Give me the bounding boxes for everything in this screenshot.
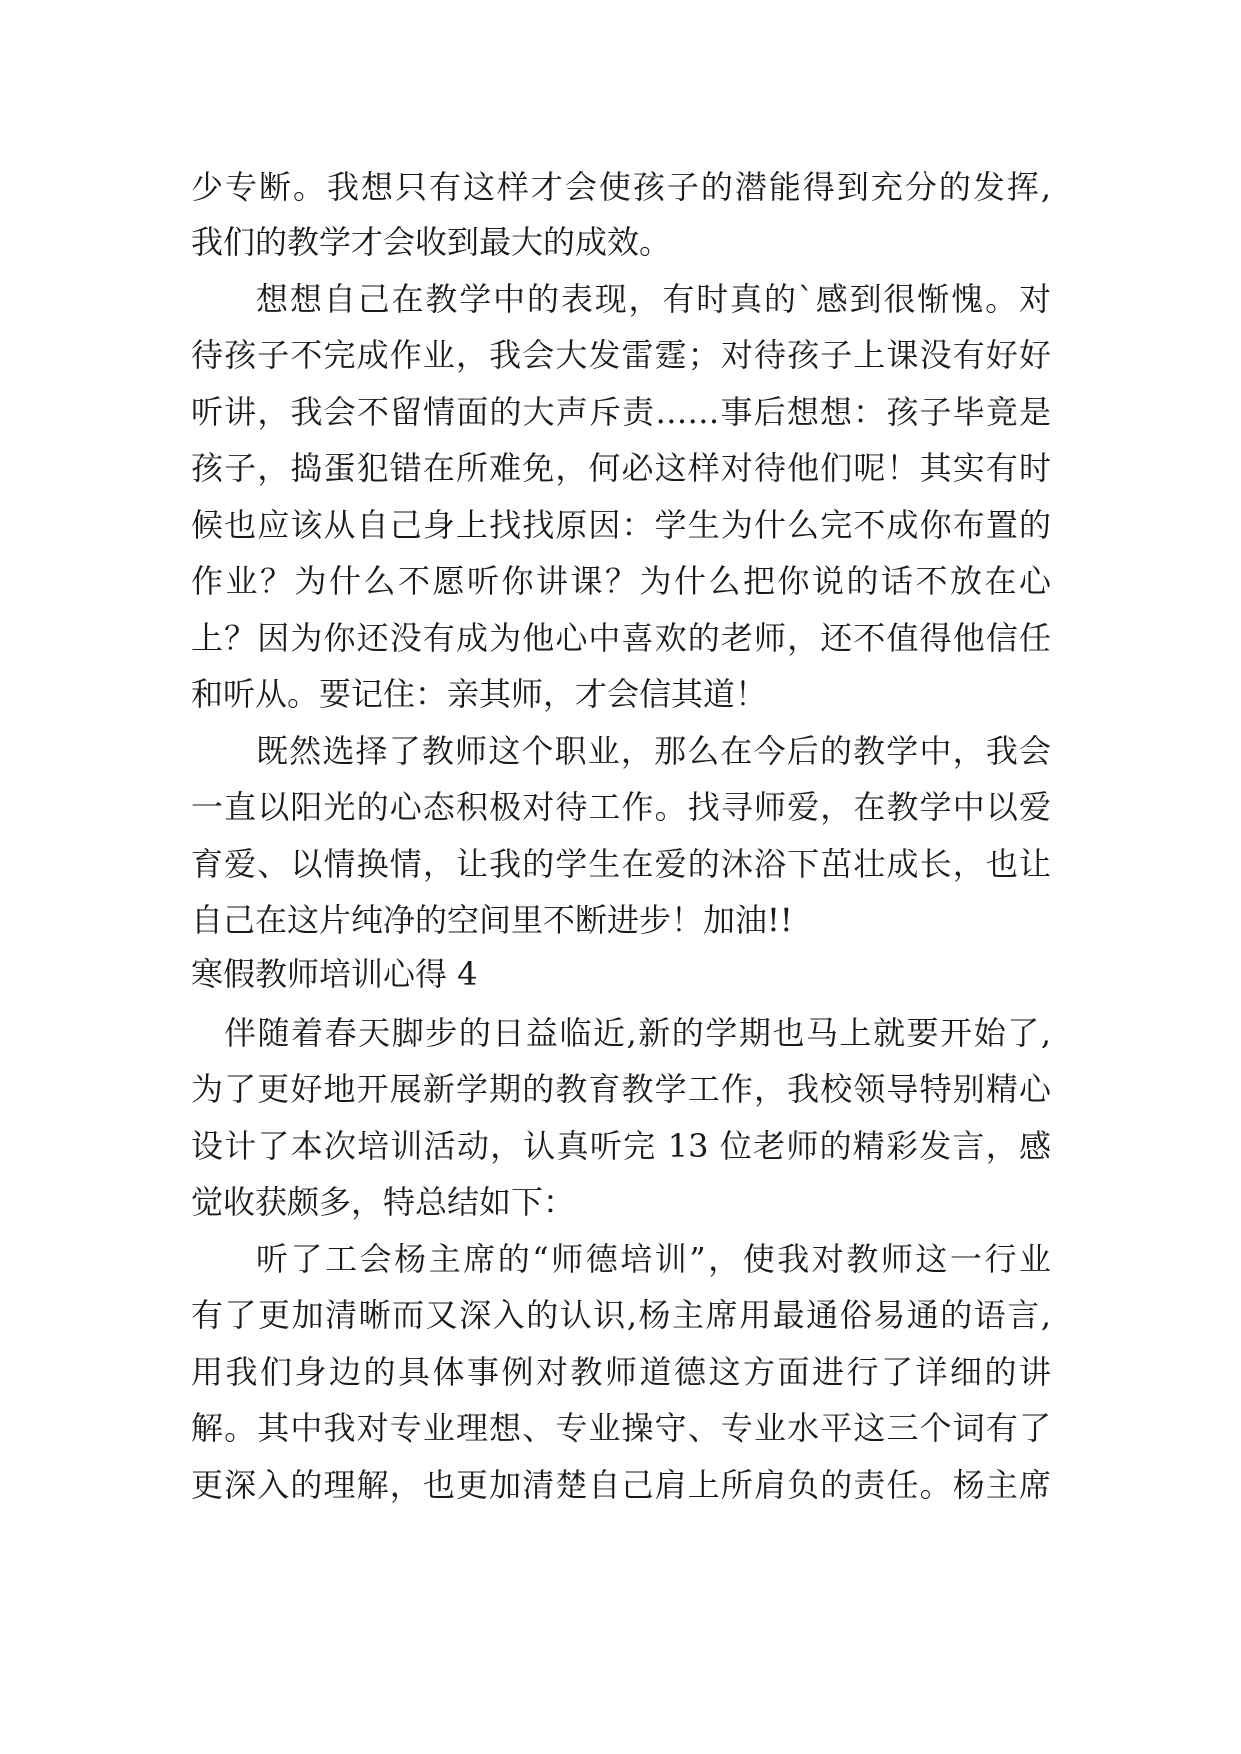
- text-line: 伴随着春天脚步的日益临近,新的学期也马上就要开始了,: [224, 1014, 1051, 1052]
- text-line: 想想自己在教学中的表现，有时真的`感到很惭愧。对: [256, 280, 1051, 318]
- text-line: 上？因为你还没有成为他心中喜欢的老师，还不值得他信任: [191, 619, 1051, 657]
- text-line: 作业？为什么不愿听你讲课？为什么把你说的话不放在心: [191, 562, 1051, 600]
- text-line: 候也应该从自己身上找找原因：学生为什么完不成你布置的: [191, 506, 1051, 544]
- text-line: 育爱、以情换情，让我的学生在爱的沐浴下茁壮成长，也让: [191, 845, 1051, 883]
- text-line: 设计了本次培训活动，认真听完 13 位老师的精彩发言，感: [191, 1127, 1051, 1165]
- text-line: 听了工会杨主席的“师德培训”，使我对教师这一行业: [256, 1240, 1051, 1278]
- text-line: 孩子，捣蛋犯错在所难免，何必这样对待他们呢！其实有时: [191, 449, 1051, 487]
- text-line: 自己在这片纯净的空间里不断进步！加油!!: [191, 901, 793, 939]
- text-line: 少专断。我想只有这样才会使孩子的潜能得到充分的发挥,: [191, 168, 1051, 206]
- text-line: 更深入的理解，也更加清楚自己肩上所肩负的责任。杨主席: [191, 1466, 1051, 1504]
- text-line: 我们的教学才会收到最大的成效。: [191, 223, 672, 261]
- text-line: 有了更加清晰而又深入的认识,杨主席用最通俗易通的语言,: [191, 1296, 1051, 1334]
- text-line: 和听从。要记住：亲其师，才会信其道！: [191, 675, 768, 713]
- text-line: 为了更好地开展新学期的教育教学工作，我校领导特别精心: [191, 1070, 1051, 1108]
- text-line: 既然选择了教师这个职业，那么在今后的教学中，我会: [256, 732, 1051, 770]
- text-line: 一直以阳光的心态积极对待工作。找寻师爱，在教学中以爱: [191, 788, 1051, 826]
- section-heading: 寒假教师培训心得 4: [191, 955, 478, 993]
- text-line: 听讲，我会不留情面的大声斥责……事后想想：孩子毕竟是: [191, 393, 1051, 431]
- text-line: 觉收获颇多，特总结如下：: [191, 1183, 576, 1221]
- text-line: 解。其中我对专业理想、专业操守、专业水平这三个词有了: [191, 1409, 1051, 1447]
- text-line: 待孩子不完成作业，我会大发雷霆；对待孩子上课没有好好: [191, 336, 1051, 374]
- text-line: 用我们身边的具体事例对教师道德这方面进行了详细的讲: [191, 1353, 1051, 1391]
